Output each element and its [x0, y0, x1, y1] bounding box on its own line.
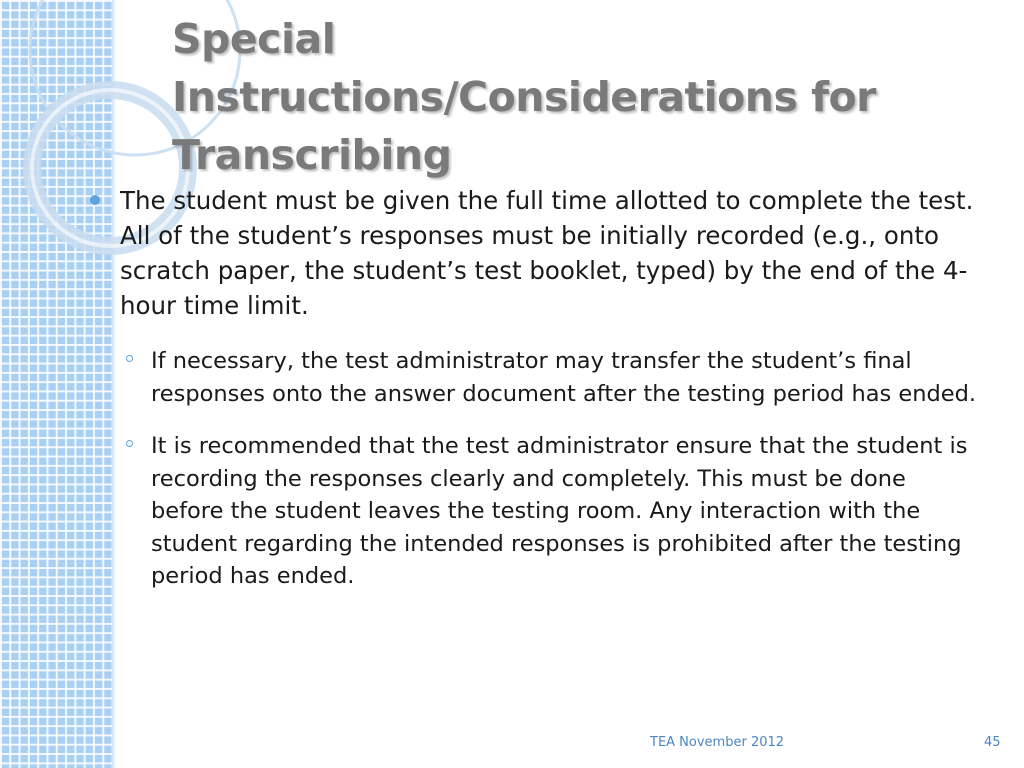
bullet-ring-icon [126, 440, 133, 447]
footer-source: TEA November 2012 [650, 735, 785, 750]
bullet-ring-icon [126, 355, 133, 362]
sub-bullet-item [86, 345, 981, 410]
sub-bullet-item [86, 430, 981, 593]
main-bullet-text: The student must be given the full time allotted to complete the test. All of the student’s responses must be initially recorded (e.g., onto scratch paper, the student’s test booklet, typed) by the end of the 4-hour time limit. [120, 186, 974, 320]
slide-body [86, 183, 986, 613]
sub-bullet-text: It is recommended that the test administrator ensure that the student is recording the responses clearly and completely. This must be done before the student leaves the testing room. Any interaction with the student regarding the intended responses is prohibited after the testing period has ended. [151, 433, 968, 589]
bullet-dot-icon [90, 195, 100, 205]
main-bullet-item [86, 183, 986, 323]
slide-number: 45 [984, 735, 1001, 750]
slide-title: Special Instructions/Considerations for Transcribing [172, 15, 876, 179]
sub-bullet-text: If necessary, the test administrator may transfer the student’s final responses onto the answer document after the testing period has ended. [151, 348, 977, 407]
